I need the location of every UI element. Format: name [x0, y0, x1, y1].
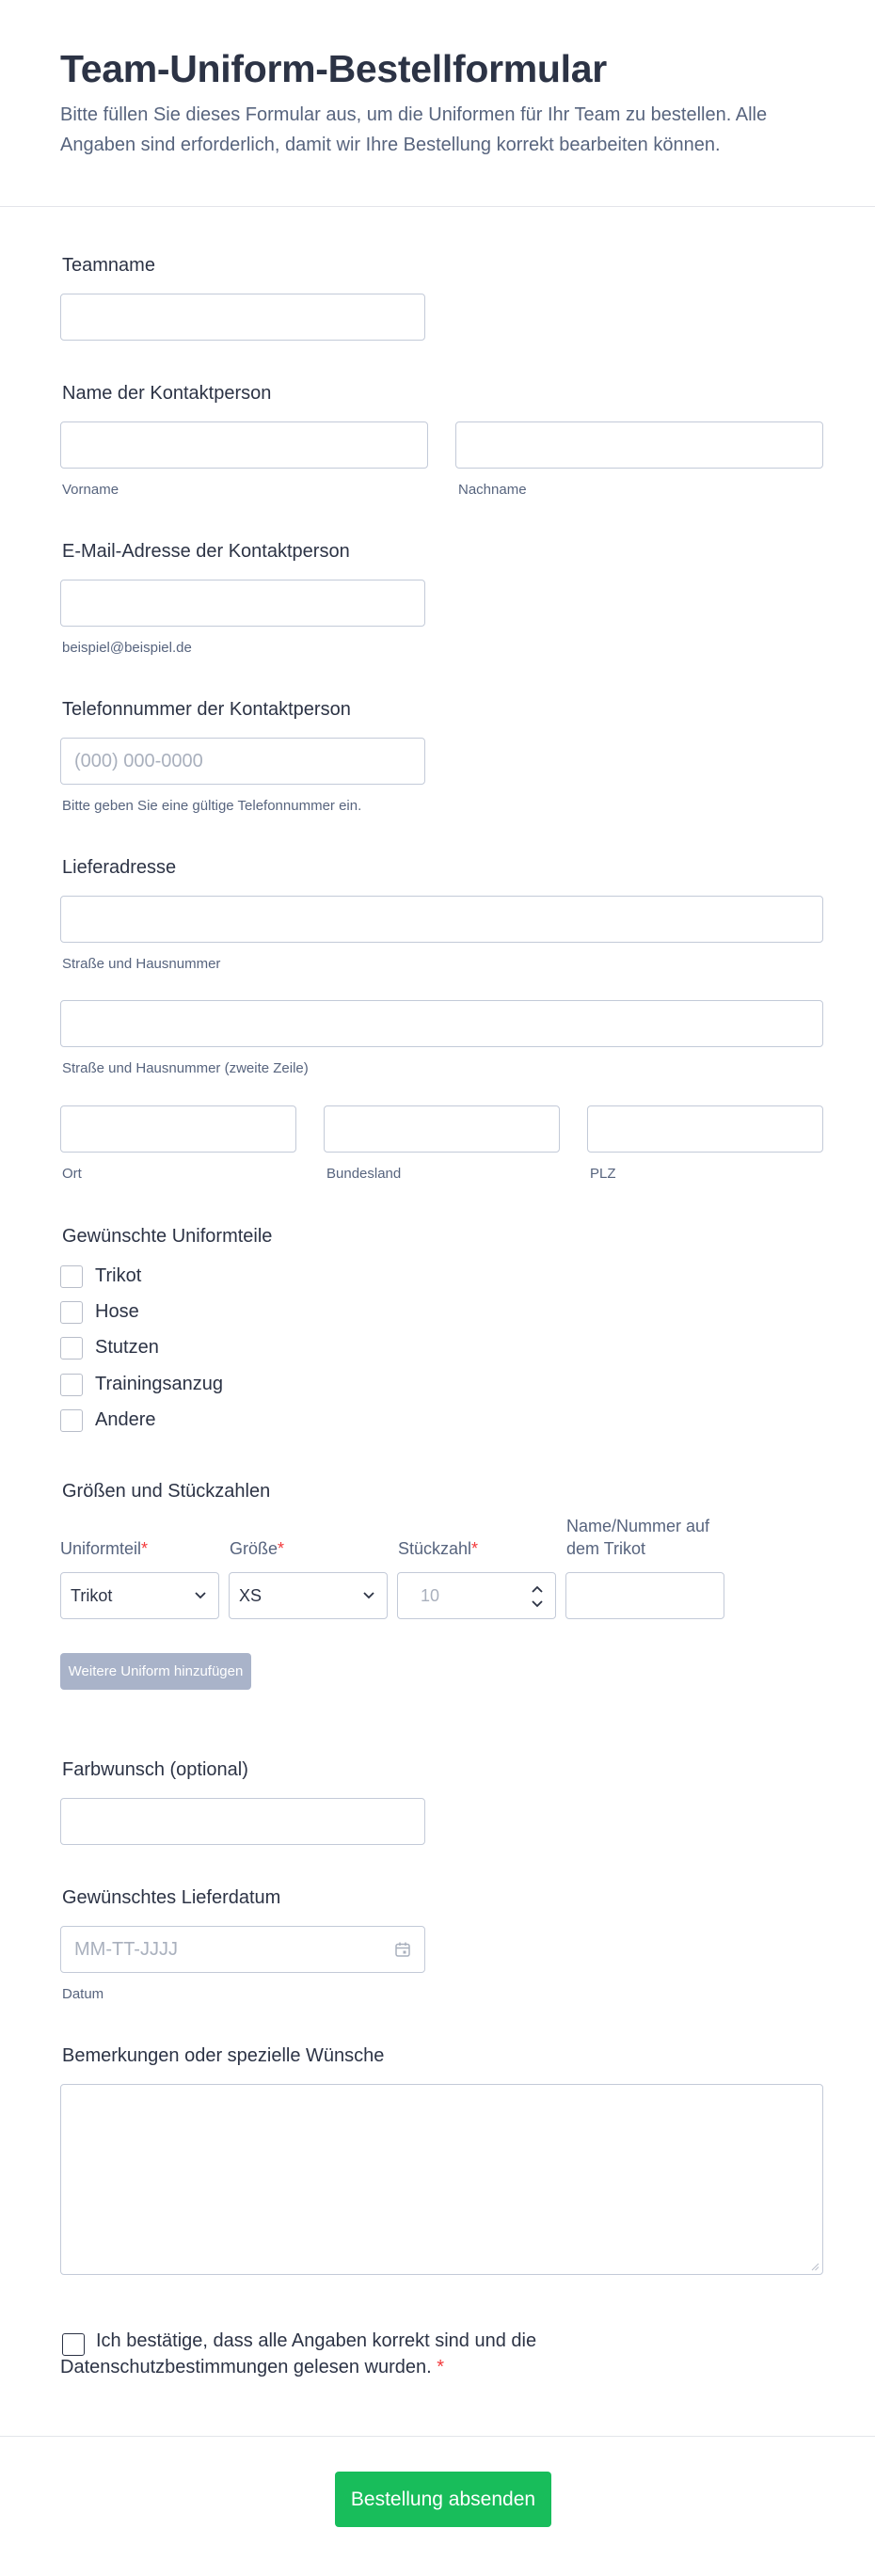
size-select[interactable] — [229, 1572, 388, 1619]
delivery-date-sublabel: Datum — [62, 1986, 104, 2002]
email-label: E-Mail-Adresse der Kontaktperson — [62, 541, 350, 562]
street2-input[interactable] — [60, 1000, 823, 1047]
option-label-trikot: Trikot — [95, 1265, 142, 1286]
zip-input[interactable] — [587, 1105, 823, 1153]
checkbox-andere[interactable] — [60, 1409, 83, 1432]
quantity-placeholder: 10 — [421, 1586, 440, 1605]
confirm-text — [60, 2328, 662, 2380]
phone-label: Telefonnummer der Kontaktperson — [62, 699, 351, 720]
submit-button[interactable]: Bestellung absenden — [335, 2472, 551, 2527]
delivery-date-placeholder: MM-TT-JJJJ — [74, 1939, 178, 1960]
checkbox-trainingsanzug[interactable] — [60, 1374, 83, 1396]
last-name-input[interactable] — [455, 421, 823, 469]
first-name-input[interactable] — [60, 421, 428, 469]
header-divider — [0, 206, 875, 207]
remarks-textarea[interactable] — [60, 2084, 823, 2275]
phone-placeholder: (000) 000-0000 — [74, 751, 203, 771]
contact-name-label: Name der Kontaktperson — [62, 383, 272, 404]
option-label-stutzen: Stutzen — [95, 1337, 159, 1358]
email-input[interactable] — [60, 580, 425, 627]
uniform-items-label: Gewünschte Uniformteile — [62, 1226, 273, 1247]
option-label-andere: Andere — [95, 1409, 156, 1430]
street-sublabel: Straße und Hausnummer — [62, 956, 221, 972]
chevron-down-icon — [194, 1587, 207, 1604]
col-header-name: Name/Nummer auf dem Trikot — [566, 1517, 710, 1558]
phone-sublabel: Bitte geben Sie eine gültige Telefonnummer ein. — [62, 798, 362, 814]
quantity-stepper[interactable] — [397, 1572, 556, 1619]
page-description: Bitte füllen Sie dieses Formular aus, um die Uniformen für Ihr Team zu bestellen. Alle Angaben sind erforderlich, damit wir Ihre Bestellung korrekt bearbeiten können. — [60, 104, 768, 155]
uniform-part-value: Trikot — [71, 1586, 113, 1605]
street2-sublabel: Straße und Hausnummer (zweite Zeile) — [62, 1060, 309, 1076]
uniform-part-select[interactable] — [60, 1572, 219, 1619]
street-input[interactable] — [60, 896, 823, 943]
checkbox-hose[interactable] — [60, 1301, 83, 1324]
sizes-label: Größen und Stückzahlen — [62, 1481, 271, 1502]
address-label: Lieferadresse — [62, 857, 177, 878]
email-sublabel: beispiel@beispiel.de — [62, 640, 192, 656]
add-uniform-button[interactable]: Weitere Uniform hinzufügen — [60, 1653, 251, 1690]
first-name-sublabel: Vorname — [62, 482, 119, 498]
option-label-hose: Hose — [95, 1301, 139, 1322]
color-input[interactable] — [60, 1798, 425, 1845]
calendar-icon[interactable] — [394, 1941, 411, 1958]
last-name-sublabel: Nachname — [458, 482, 527, 498]
color-label: Farbwunsch (optional) — [62, 1759, 248, 1780]
delivery-date-label: Gewünschtes Lieferdatum — [62, 1887, 281, 1908]
state-sublabel: Bundesland — [326, 1166, 402, 1182]
remarks-label: Bemerkungen oder spezielle Wünsche — [62, 2045, 385, 2066]
jersey-name-input[interactable] — [565, 1572, 724, 1619]
required-mark: * — [437, 2357, 445, 2377]
col-header-part: Uniformteil* — [60, 1539, 149, 1558]
team-name-input[interactable] — [60, 294, 425, 341]
zip-sublabel: PLZ — [590, 1166, 616, 1182]
checkbox-trikot[interactable] — [60, 1265, 83, 1288]
col-header-qty: Stückzahl* — [398, 1539, 479, 1558]
col-header-size: Größe* — [230, 1539, 285, 1558]
team-name-label: Teamname — [62, 255, 155, 276]
size-value: XS — [239, 1586, 262, 1605]
city-sublabel: Ort — [62, 1166, 82, 1182]
checkbox-stutzen[interactable] — [60, 1337, 83, 1360]
resize-handle-icon[interactable] — [810, 2262, 819, 2271]
city-input[interactable] — [60, 1105, 296, 1153]
stepper-arrows-icon[interactable] — [531, 1582, 544, 1611]
delivery-date-input[interactable] — [60, 1926, 425, 1973]
chevron-down-icon — [362, 1587, 375, 1604]
state-input[interactable] — [324, 1105, 560, 1153]
confirm-label: Ich bestätige, dass alle Angaben korrekt sind und die Datenschutzbestimmungen gelesen wurden. — [60, 2330, 537, 2377]
page-title: Team-Uniform-Bestellformular — [60, 47, 607, 90]
option-label-trainingsanzug: Trainingsanzug — [95, 1374, 224, 1394]
phone-input[interactable] — [60, 738, 425, 785]
